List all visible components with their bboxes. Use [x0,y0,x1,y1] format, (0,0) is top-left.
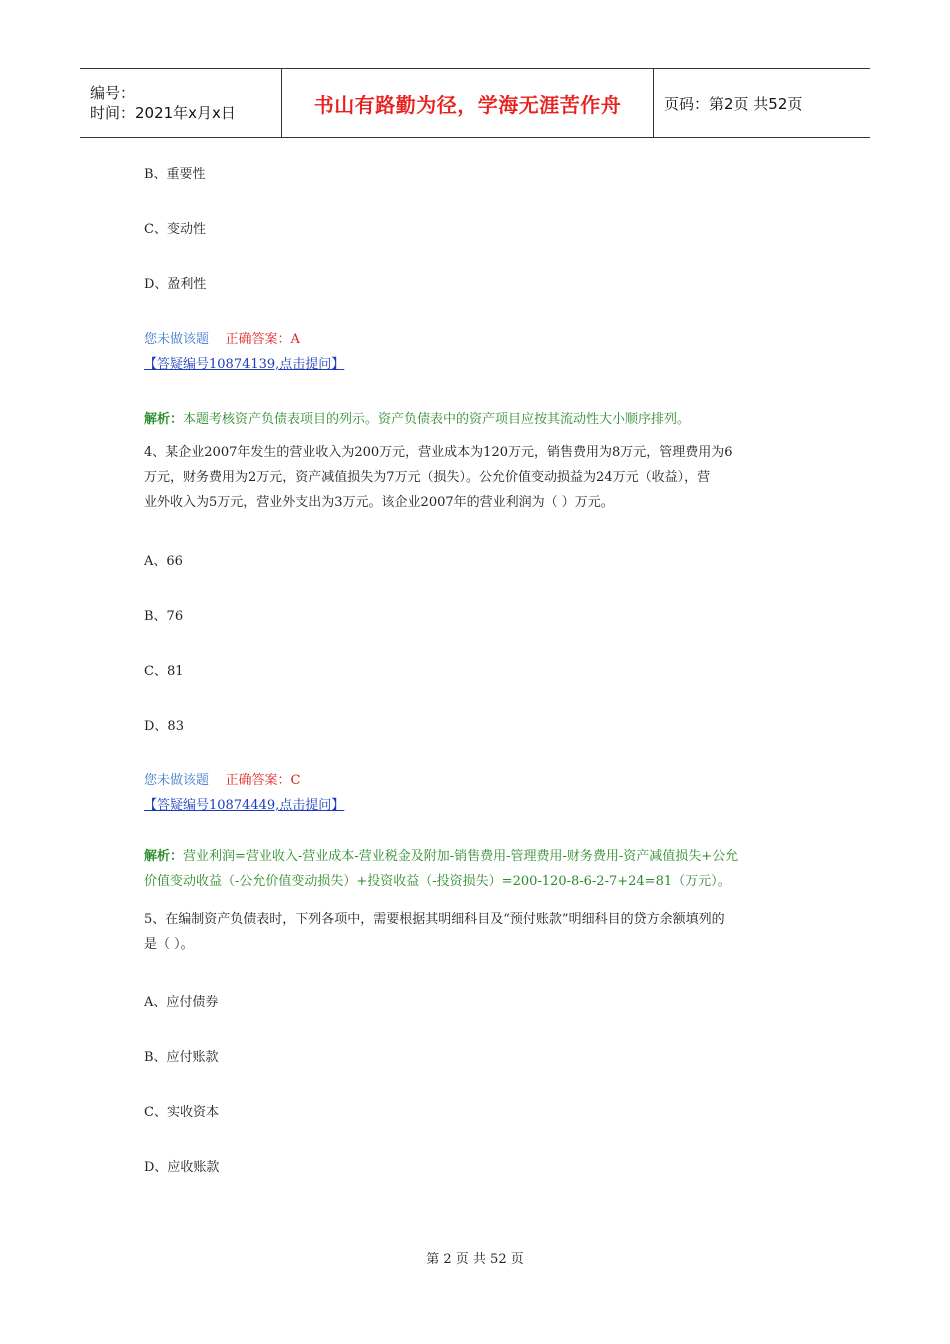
q5-stem-line: 是（ ）。 [144,937,194,952]
q5-stem [144,907,810,957]
q4-stem-line: 业外收入为5万元，营业外支出为3万元。该企业2007年的营业利润为（ ）万元。 [144,495,614,510]
q4-stem-line: 万元，财务费用为2万元，资产减值损失为7万元（损失）。公允价值变动损益为24万元（收益），营 [144,470,711,485]
q4-stem [144,440,810,515]
q5-option-b: B、应付账款 [144,1050,219,1065]
q4-stem-line: 4、某企业2007年发生的营业收入为200万元，营业成本为120万元，销售费用为8万元，管理费用为6 [144,445,733,460]
q3-answer: 正确答案：A [225,332,300,347]
q4-analysis-line [144,844,810,869]
q4-answer: 正确答案：C [225,773,301,788]
q3-result [144,328,300,347]
header-page-cell [654,69,870,137]
q4-analysis-line: 价值变动收益（-公允价值变动损失）+投资收益（-投资损失）=200-120-8-6-2-7+24=81（万元）。 [144,874,731,889]
q4-ask-link-row [144,794,344,813]
q4-status: 您未做该题 [144,773,210,788]
q5-option-c: C、实收资本 [144,1105,219,1120]
q3-analysis-text: 本题考核资产负债表项目的列示。资产负债表中的资产项目应按其流动性大小顺序排列。 [183,412,691,427]
q3-analysis [144,408,690,427]
q5-stem-line: 5、在编制资产负债表时，下列各项中，需要根据其明细科目及“预付账款”明细科目的贷方余额填列的 [144,912,725,927]
page-header [80,68,870,138]
q5-option-d: D、应收账款 [144,1160,220,1175]
header-motto-cell [282,69,654,137]
q3-ask-link[interactable]: 【答疑编号10874139,点击提问】 [144,357,345,372]
date-label: 时间：2021年x月x日 [90,104,236,122]
q4-option-c: C、81 [144,664,184,679]
q4-analysis [144,844,810,894]
number-label: 编号： [90,84,136,102]
q4-option-a: A、66 [144,554,183,569]
header-meta [80,69,282,137]
q4-ask-link[interactable]: 【答疑编号10874449,点击提问】 [144,798,345,813]
motto: 书山有路勤为径，学海无涯苦作舟 [313,92,622,117]
q4-analysis-text: 营业利润=营业收入-营业成本-营业税金及附加-销售费用-管理费用-财务费用-资产减值损失+公允 [183,849,739,864]
q3-option-c: C、变动性 [144,222,206,237]
page-footer: 第 2 页 共 52 页 [426,1252,524,1267]
q4-option-d: D、83 [144,719,184,734]
q3-option-d: D、盈利性 [144,277,207,292]
q5-option-a: A、应付债券 [144,995,219,1010]
q4-analysis-label: 解析： [144,849,184,864]
q3-status: 您未做该题 [144,332,210,347]
q4-result [144,769,301,788]
q3-option-b: B、重要性 [144,167,206,182]
page-label: 页码：第2页 共52页 [664,94,803,113]
q3-ask-link-row [144,353,344,372]
q4-option-b: B、76 [144,609,184,624]
q3-analysis-label: 解析： [144,412,184,427]
